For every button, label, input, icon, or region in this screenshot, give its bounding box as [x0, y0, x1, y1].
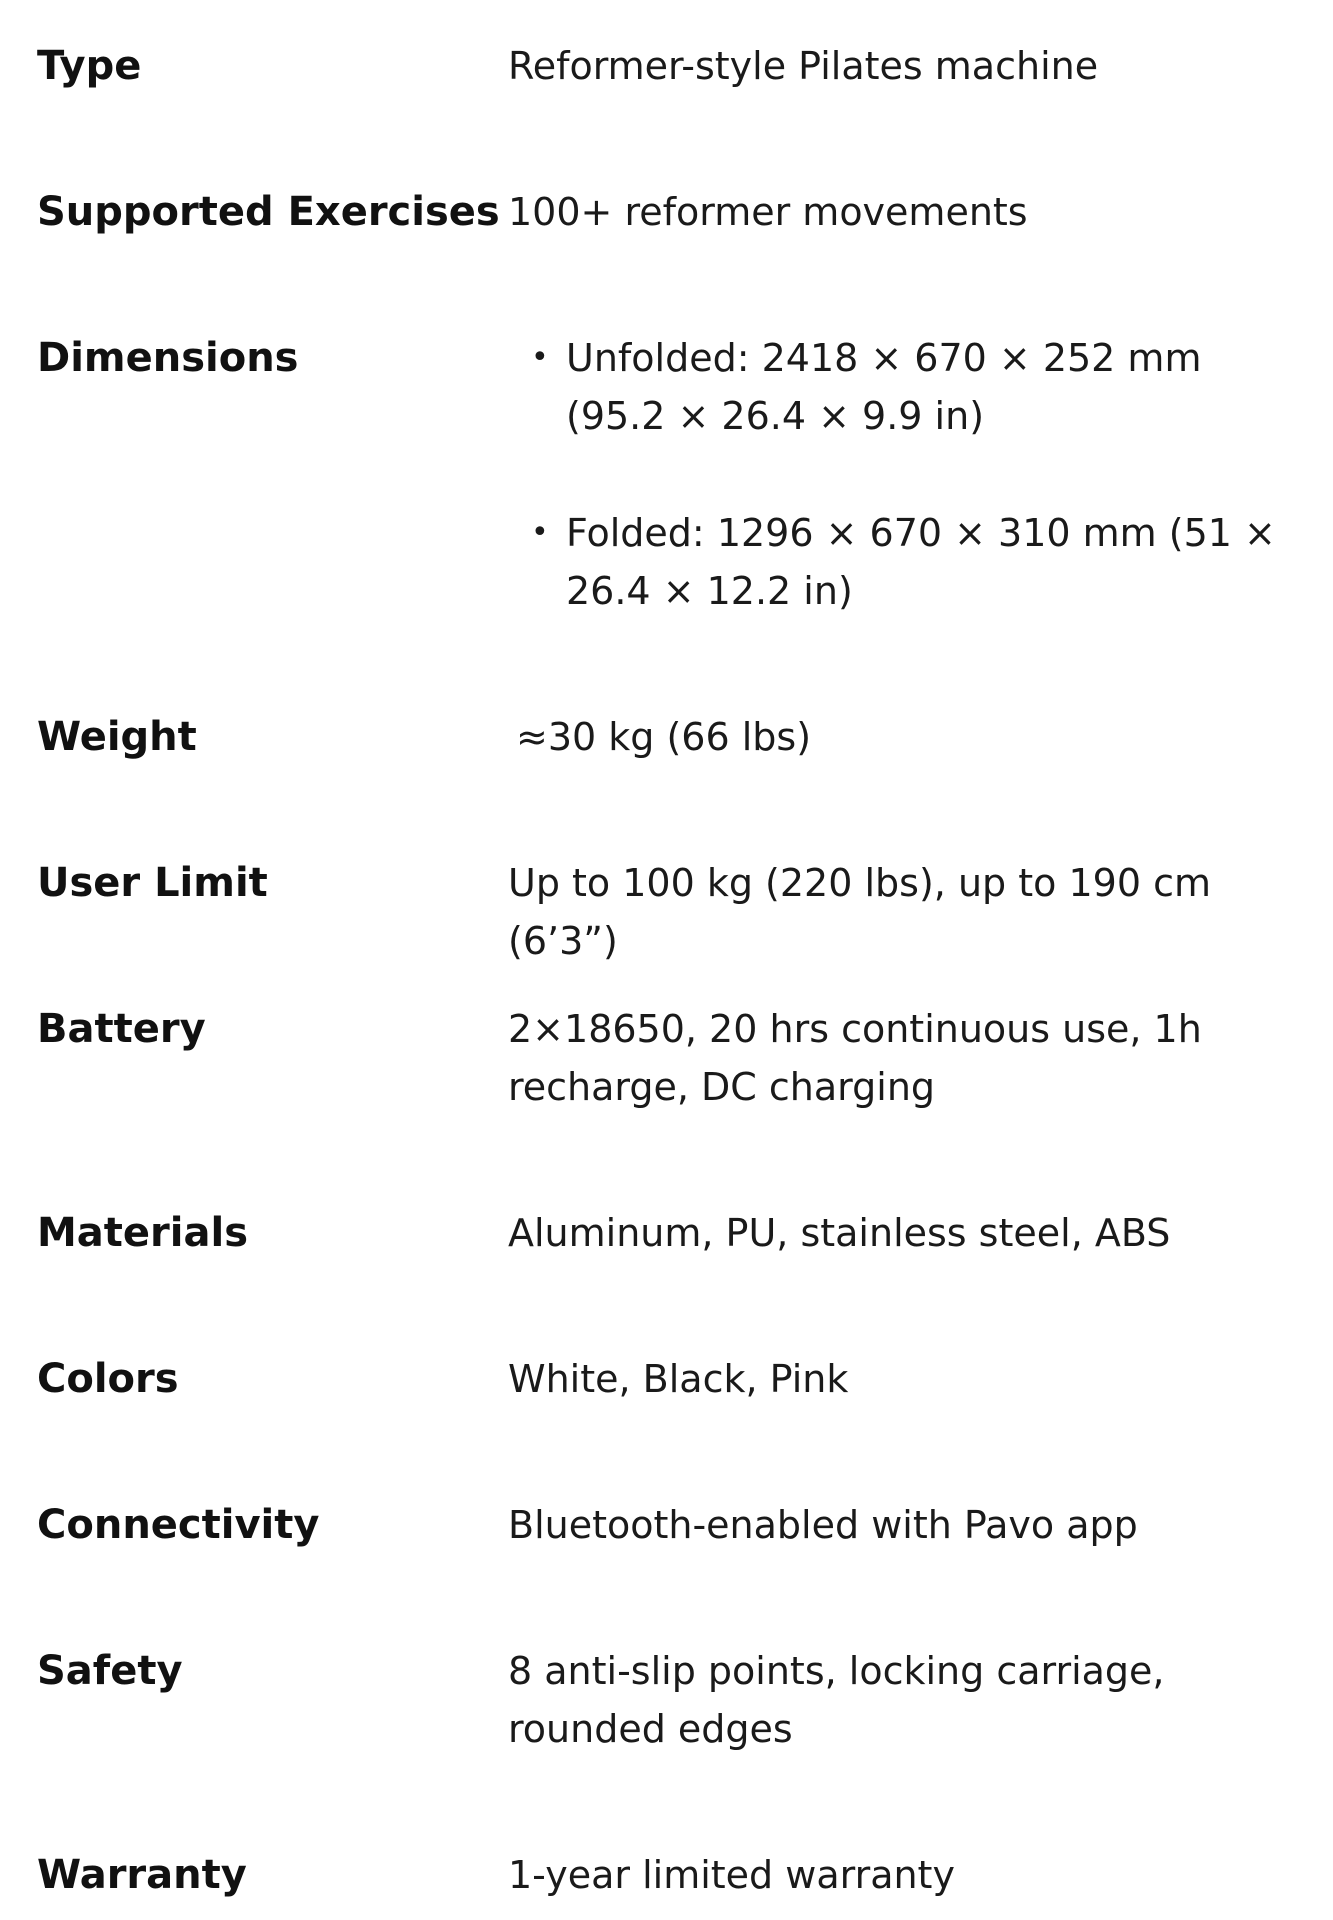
- spec-label: Colors: [37, 1356, 179, 1402]
- spec-value: ≈30 kg (66 lbs): [516, 715, 812, 759]
- bullet-icon: •: [531, 340, 549, 375]
- spec-value: Reformer-style Pilates machine: [508, 44, 1099, 88]
- spec-label: Safety: [37, 1648, 183, 1694]
- dimensions-list: [508, 329, 1308, 679]
- spec-value: 8 anti-slip points, locking carriage, rounded edges: [508, 1649, 1165, 1751]
- list-item: [508, 329, 1308, 445]
- spec-value: Up to 100 kg (220 lbs), up to 190 cm (6’3”): [508, 861, 1211, 963]
- spec-label: Supported Exercises: [37, 189, 500, 235]
- list-item: [508, 504, 1308, 620]
- spec-label: Materials: [37, 1210, 248, 1256]
- spec-label: Weight: [37, 714, 197, 760]
- spec-label: Warranty: [37, 1852, 247, 1898]
- spec-value: Bluetooth-enabled with Pavo app: [508, 1503, 1138, 1547]
- spec-label: Battery: [37, 1006, 206, 1052]
- spec-value: 1-year limited warranty: [508, 1853, 955, 1897]
- spec-label: Type: [37, 43, 142, 89]
- spec-value: 100+ reformer movements: [508, 190, 1028, 234]
- bullet-icon: •: [531, 515, 549, 550]
- list-item-text: Unfolded: 2418 × 670 × 252 mm (95.2 × 26.4 × 9.9 in): [566, 336, 1202, 438]
- spec-label: Connectivity: [37, 1502, 320, 1548]
- spec-value: 2×18650, 20 hrs continuous use, 1h recharge, DC charging: [508, 1007, 1202, 1109]
- spec-value: Aluminum, PU, stainless steel, ABS: [508, 1211, 1171, 1255]
- spec-label: Dimensions: [37, 335, 299, 381]
- list-item-text: Folded: 1296 × 670 × 310 mm (51 × 26.4 × 12.2 in): [566, 511, 1276, 613]
- spec-value: White, Black, Pink: [508, 1357, 849, 1401]
- spec-label: User Limit: [37, 860, 268, 906]
